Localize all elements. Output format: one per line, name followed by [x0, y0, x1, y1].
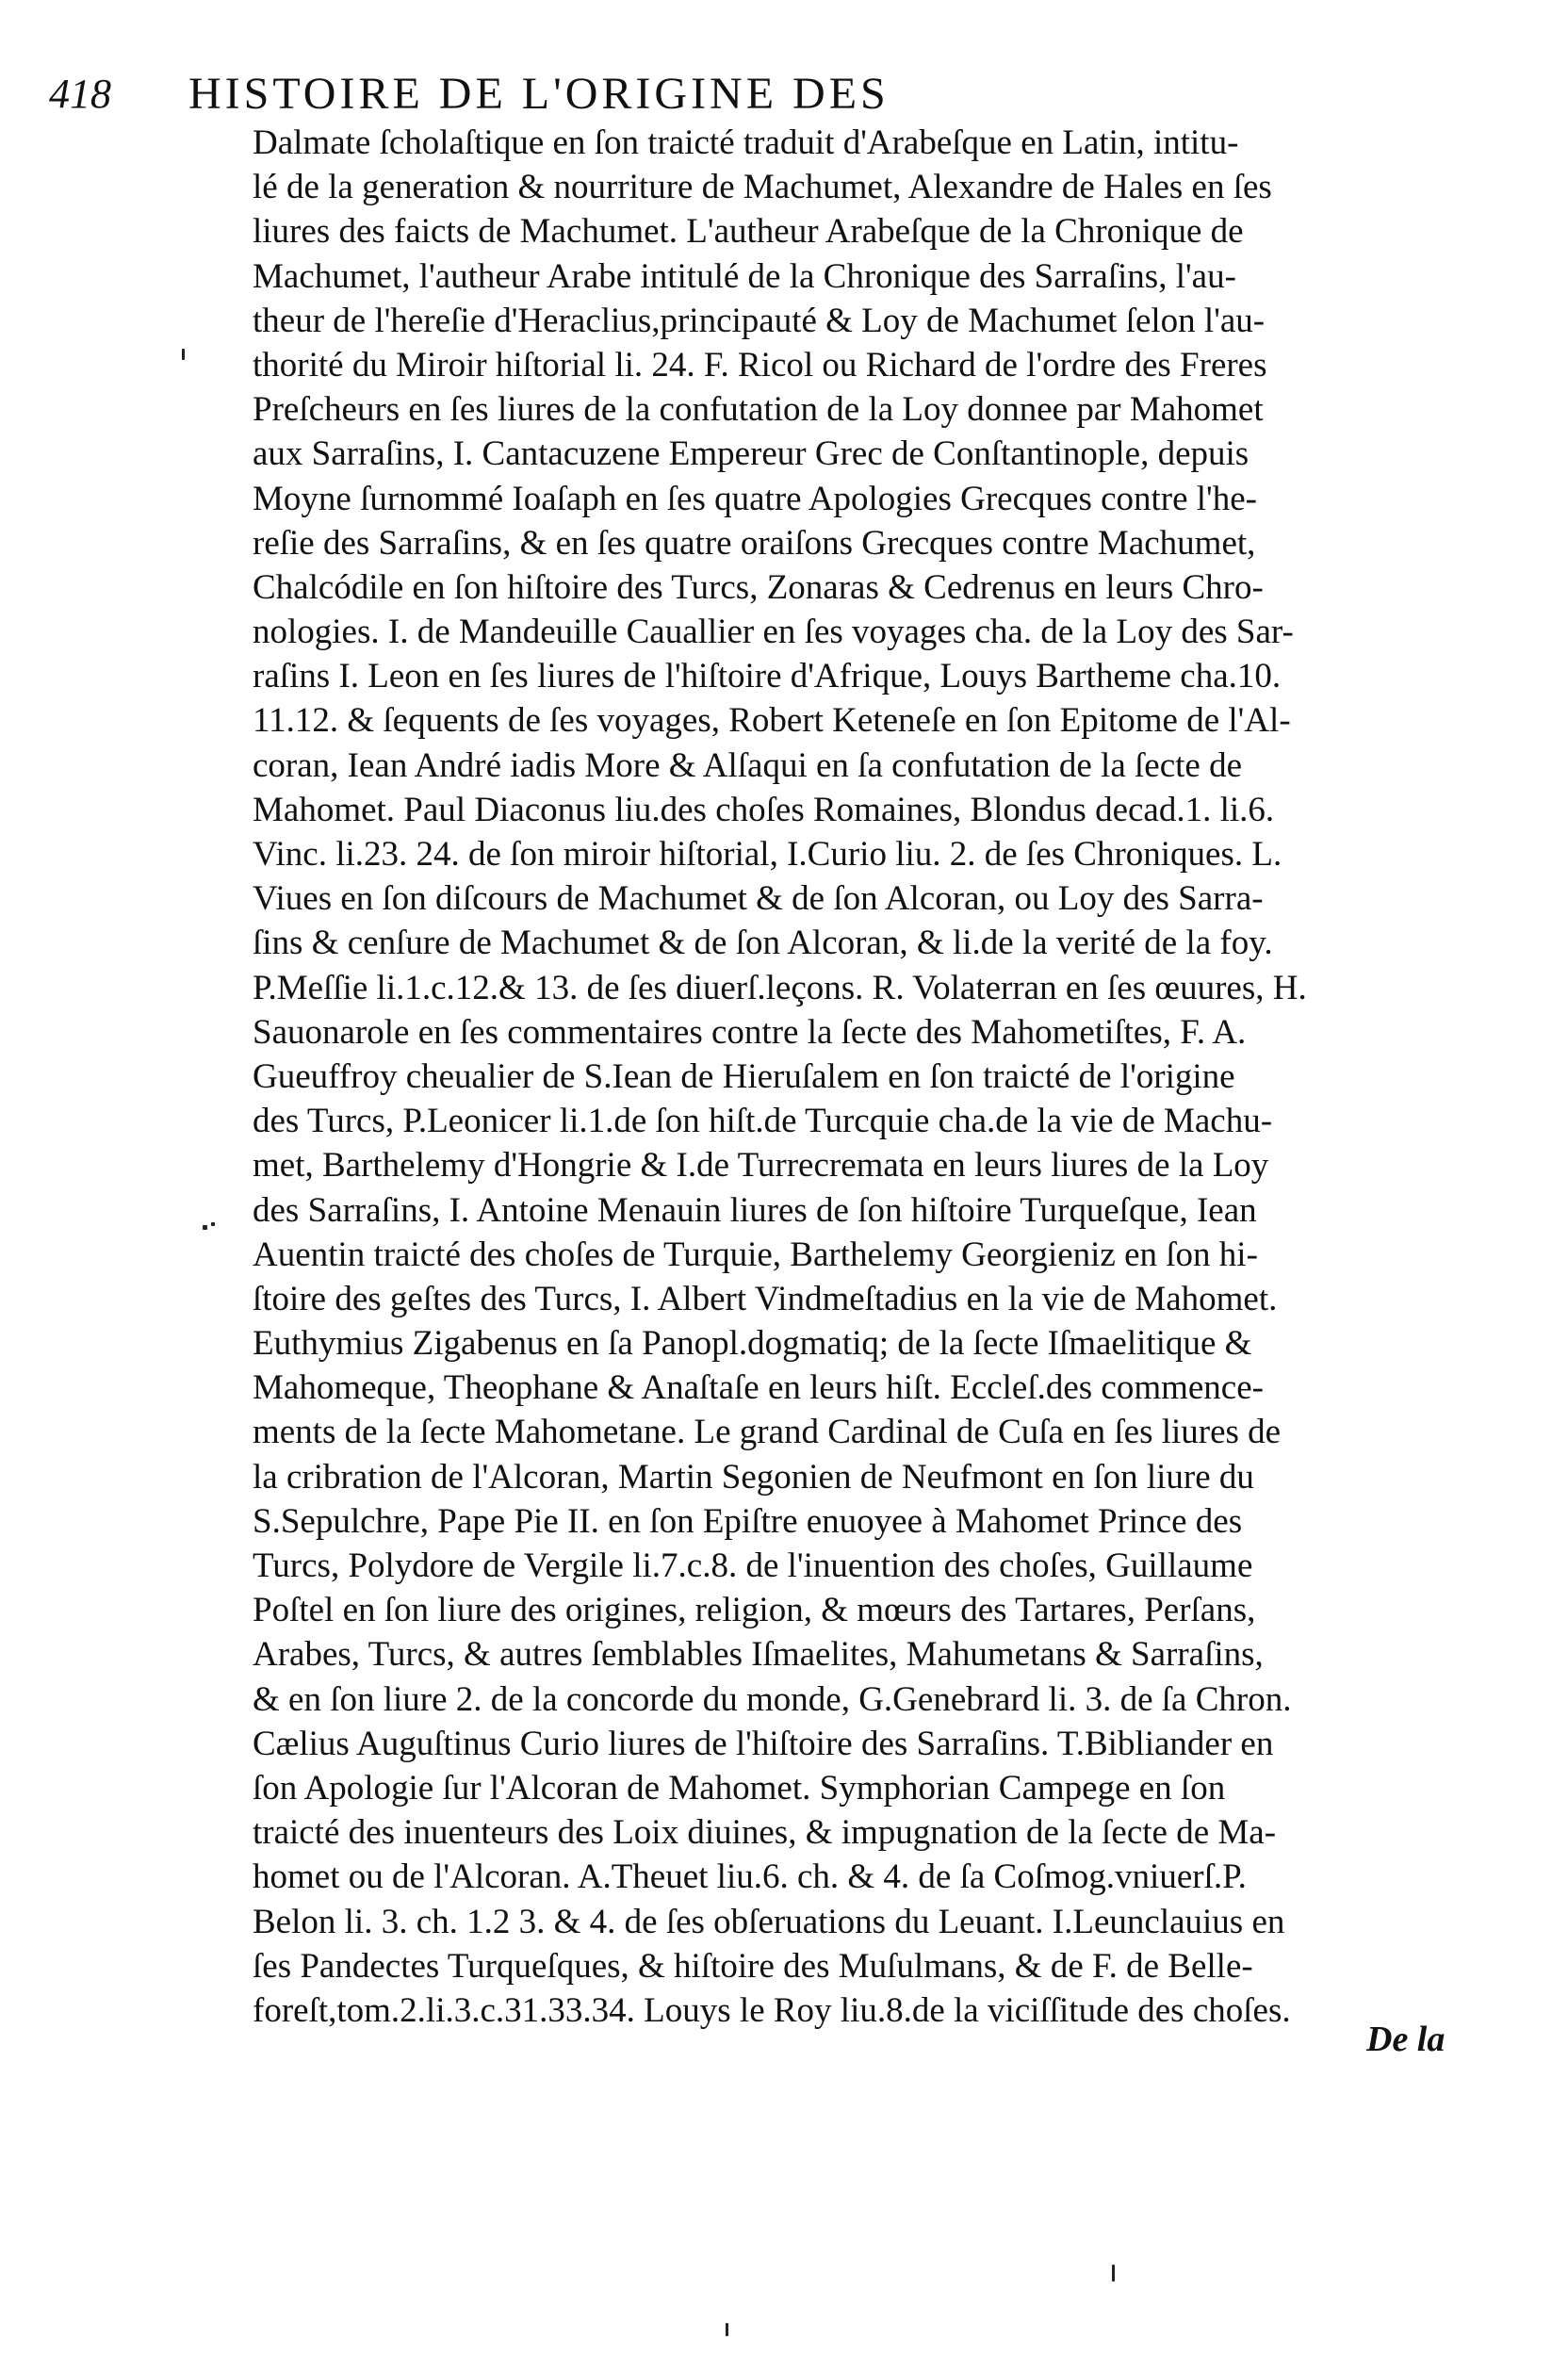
- text-line: Belon li. 3. ch. 1.2 3. & 4. de ſes obſeruations du Leuant. I.Leunclauius en: [253, 1902, 1285, 1941]
- text-line: ments de la ſecte Mahometane. Le grand Cardinal de Cuſa en ſes liures de: [253, 1413, 1282, 1452]
- text-line: Chalcódile en ſon hiſtoire des Turcs, Zonaras & Cedrenus en leurs Chro-: [253, 567, 1264, 607]
- text-line: Poſtel en ſon liure des origines, religion, & mœurs des Tartares, Perſans,: [253, 1591, 1256, 1630]
- text-line: des Sarraſins, I. Antoine Menauin liures de ſon hiſtoire Turqueſque, Iean: [253, 1190, 1257, 1230]
- text-line: met, Barthelemy d'Hongrie & I.de Turrecremata en leurs liures de la Loy: [253, 1146, 1269, 1186]
- text-line: S.Sepulchre, Pape Pie II. en ſon Epiſtre enuoyee à Mahomet Prince des: [253, 1501, 1243, 1541]
- scan-speck: [182, 349, 185, 360]
- text-line: Preſcheurs en ſes liures de la confutation de la Loy donnee par Mahomet: [253, 390, 1264, 430]
- scan-speck: [1112, 2265, 1115, 2282]
- text-line: ſtoire des geſtes des Turcs, I. Albert Vindmeſtadius en la vie de Mahomet.: [253, 1279, 1278, 1318]
- text-line: P.Meſſie li.1.c.12.& 13. de ſes diuerſ.leçons. R. Volaterran en ſes œuures, H.: [253, 968, 1307, 1007]
- running-title: HISTOIRE DE L'ORIGINE DES: [188, 69, 890, 119]
- page-header: [49, 66, 1265, 123]
- text-line: ſes Pandectes Turqueſques, & hiſtoire des Muſulmans, & de F. de Belle-: [253, 1946, 1253, 1986]
- body-text: [253, 121, 1430, 2033]
- text-line: reſie des Sarraſins, & en ſes quatre oraiſons Grecques contre Machumet,: [253, 523, 1256, 563]
- text-line: foreſt,tom.2.li.3.c.31.33.34. Louys le Roy liu.8.de la viciſſitude des choſes.: [253, 1990, 1291, 2030]
- scan-speck: [726, 2323, 728, 2336]
- text-line: Sauonarole en ſes commentaires contre la ſecte des Mahometiſtes, F. A.: [253, 1012, 1247, 1052]
- text-line: Turcs, Polydore de Vergile li.7.c.8. de l'inuention des choſes, Guillaume: [253, 1546, 1253, 1585]
- text-line: liures des faicts de Machumet. L'autheur Arabeſque de la Chronique de: [253, 212, 1244, 252]
- text-line: lé de la generation & nourriture de Machumet, Alexandre de Hales en ſes: [253, 168, 1272, 207]
- text-line: coran, Iean André iadis More & Alſaqui en ſa confutation de la ſecte de: [253, 745, 1243, 785]
- text-line: Arabes, Turcs, & autres ſemblables Iſmaelites, Mahumetans & Sarraſins,: [253, 1635, 1264, 1675]
- text-line: aux Sarraſins, I. Cantacuzene Empereur Grec de Conſtantinople, depuis: [253, 434, 1250, 474]
- text-line: thorité du Miroir hiſtorial li. 24. F. Ricol ou Richard de l'ordre des Freres: [253, 345, 1267, 384]
- text-line: & en ſon liure 2. de la concorde du monde, G.Genebrard li. 3. de ſa Chron.: [253, 1679, 1292, 1719]
- text-line: Euthymius Zigabenus en ſa Panopl.dogmatiq; de la ſecte Iſmaelitique &: [253, 1324, 1252, 1364]
- text-line: la cribration de l'Alcoran, Martin Segonien de Neufmont en ſon liure du: [253, 1457, 1254, 1497]
- text-line: raſins I. Leon en ſes liures de l'hiſtoire d'Afrique, Louys Bartheme cha.10.: [253, 657, 1282, 696]
- scan-speck: [211, 1222, 215, 1226]
- text-line: Auentin traicté des choſes de Turquie, Barthelemy Georgieniz en ſon hi-: [253, 1235, 1258, 1274]
- text-line: Mahomeque, Theophane & Anaſtaſe en leurs hiſt. Eccleſ.des commence-: [253, 1368, 1264, 1408]
- text-line: Cælius Auguſtinus Curio liures de l'hiſtoire des Sarraſins. T.Bibliander en: [253, 1724, 1274, 1763]
- text-line: Moyne ſurnommé Ioaſaph en ſes quatre Apologies Grecques contre l'he-: [253, 479, 1257, 518]
- text-line: traicté des inuenteurs des Loix diuines, & impugnation de la ſecte de Ma-: [253, 1813, 1277, 1853]
- text-line: ſins & cenſure de Machumet & de ſon Alcoran, & li.de la verité de la foy.: [253, 924, 1273, 963]
- text-line: theur de l'hereſie d'Heraclius,principauté & Loy de Machumet ſelon l'au-: [253, 301, 1266, 340]
- page-number: 418: [49, 71, 111, 117]
- text-line: des Turcs, P.Leonicer li.1.de ſon hiſt.de Turcquie cha.de la vie de Machu-: [253, 1102, 1273, 1141]
- text-line: nologies. I. de Mandeuille Cauallier en ſes voyages cha. de la Loy des Sar-: [253, 613, 1294, 652]
- text-line: ſon Apologie ſur l'Alcoran de Mahomet. Symphorian Campege en ſon: [253, 1768, 1226, 1808]
- text-line: homet ou de l'Alcoran. A.Theuet liu.6. ch. & 4. de ſa Coſmog.vniuerſ.P.: [253, 1857, 1247, 1897]
- scan-speck: [203, 1225, 207, 1230]
- text-line: Machumet, l'autheur Arabe intitulé de la Chronique des Sarraſins, l'au-: [253, 256, 1236, 296]
- text-line: Viues en ſon diſcours de Machumet & de ſon Alcoran, ou Loy des Sarra-: [253, 879, 1264, 919]
- text-line: Dalmate ſcholaſtique en ſon traicté traduit d'Arabeſque en Latin, intitu-: [253, 123, 1239, 162]
- text-line: Mahomet. Paul Diaconus liu.des choſes Romaines, Blondus decad.1. li.6.: [253, 790, 1275, 829]
- text-line: Vinc. li.23. 24. de ſon miroir hiſtorial, I.Curio liu. 2. de ſes Chroniques. L.: [253, 835, 1282, 874]
- text-line: Gueuffroy cheualier de S.Iean de Hieruſalem en ſon traicté de l'origine: [253, 1056, 1235, 1096]
- catchword: De la: [1366, 2020, 1446, 2059]
- text-line: 11.12. & ſequents de ſes voyages, Robert Keteneſe en ſon Epitome de l'Al-: [253, 701, 1291, 741]
